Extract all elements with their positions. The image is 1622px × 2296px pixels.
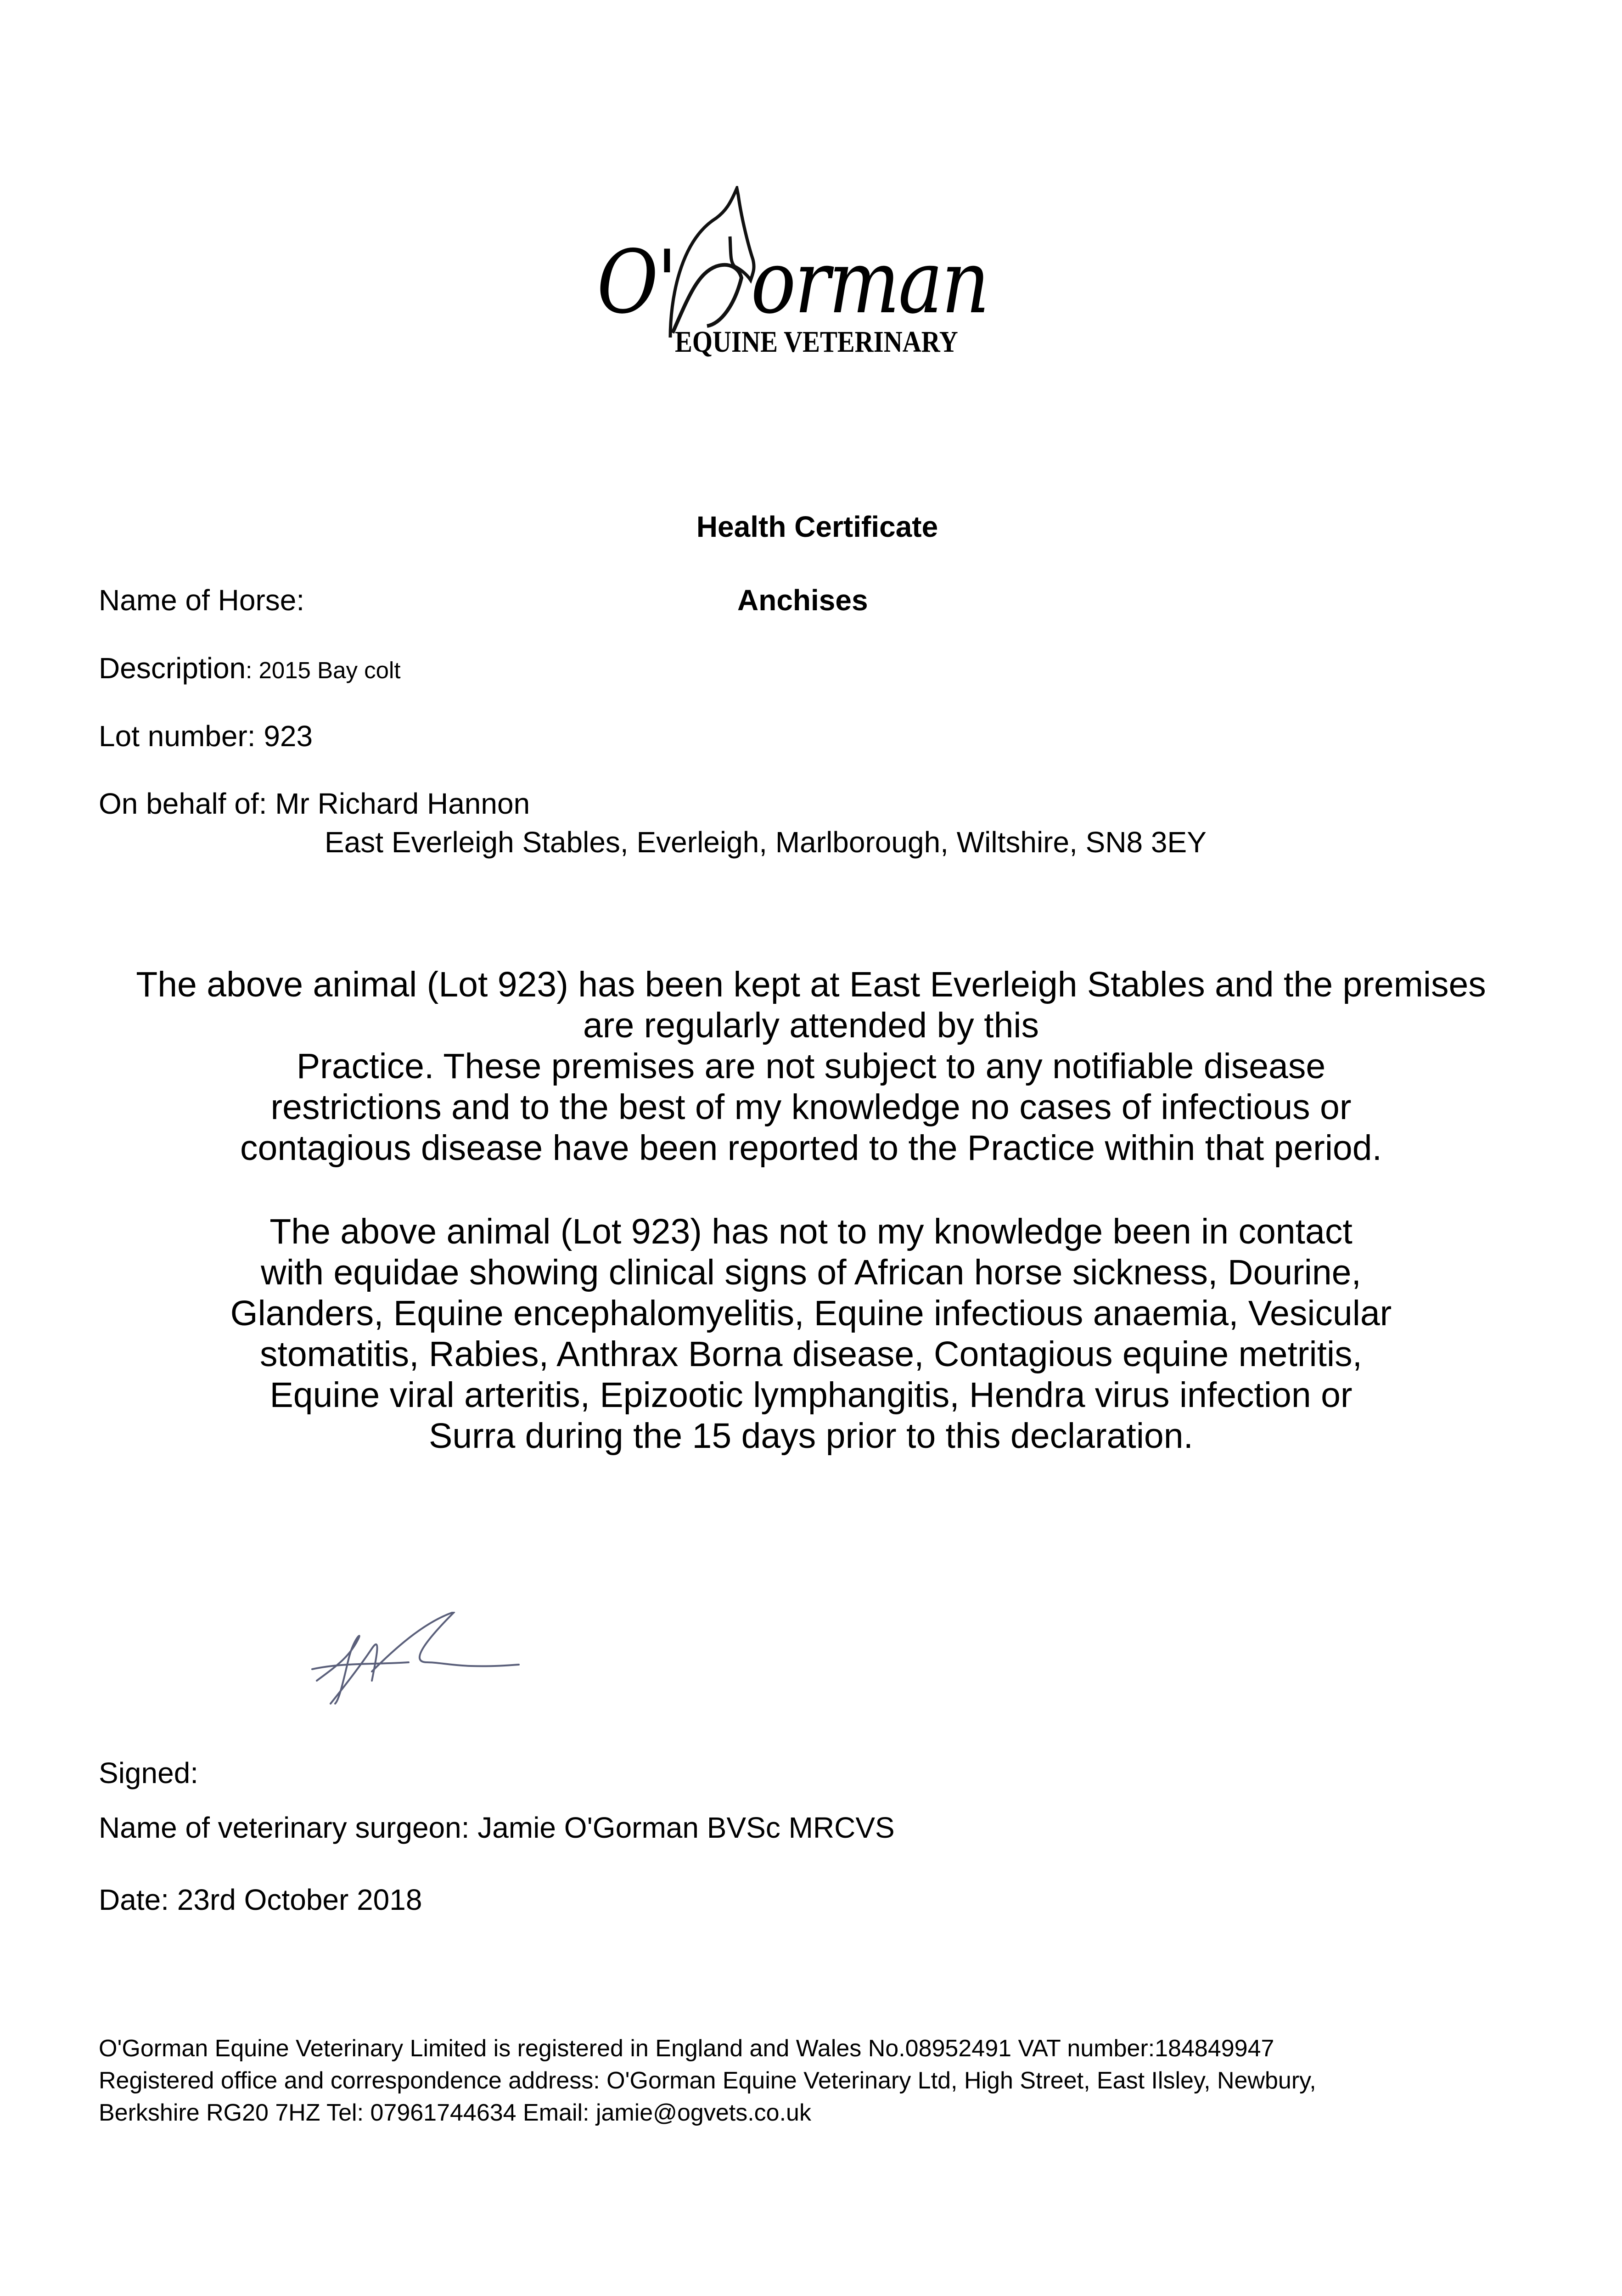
paragraph-line: are regularly attended by this bbox=[583, 1006, 1039, 1045]
handwritten-signature bbox=[308, 1612, 523, 1708]
certificate-date: Date: 23rd October 2018 bbox=[99, 1883, 422, 1916]
description-line bbox=[99, 653, 401, 683]
logo-name-suffix: orman bbox=[751, 231, 988, 333]
veterinary-surgeon-name: Name of veterinary surgeon: Jamie O'Gorman BVSc MRCVS bbox=[99, 1811, 895, 1844]
logo-name-prefix: O' bbox=[597, 231, 676, 333]
paragraph-line: with equidae showing clinical signs of African horse sickness, Dourine, bbox=[261, 1253, 1361, 1292]
description-label: Description bbox=[99, 652, 246, 685]
footer-line: Registered office and correspondence address: O'Gorman Equine Veterinary Ltd, High Street, East Ilsley, Newbury, bbox=[99, 2067, 1316, 2094]
premises-statement bbox=[0, 964, 1622, 1169]
logo-subtitle: EQUINE VETERINARY bbox=[675, 325, 958, 359]
lot-number: Lot number: 923 bbox=[99, 720, 313, 753]
logo-name bbox=[597, 231, 988, 333]
page-title: Health Certificate bbox=[696, 510, 938, 543]
owner-address: East Everleigh Stables, Everleigh, Marlborough, Wiltshire, SN8 3EY bbox=[325, 826, 1207, 859]
horse-head-icon bbox=[661, 186, 780, 342]
footer-line: Berkshire RG20 7HZ Tel: 07961744634 Email: jamie@ogvets.co.uk bbox=[99, 2099, 811, 2126]
paragraph-line: The above animal (Lot 923) has been kept at East Everleigh Stables and the premises bbox=[136, 965, 1486, 1004]
disease-contact-statement bbox=[0, 1211, 1622, 1457]
footer bbox=[99, 2032, 1316, 2129]
paragraph-line: Practice. These premises are not subject to any notifiable disease bbox=[296, 1047, 1326, 1086]
signed-label: Signed: bbox=[99, 1756, 199, 1790]
paragraph-line: restrictions and to the best of my knowledge no cases of infectious or bbox=[270, 1087, 1352, 1127]
on-behalf-of: On behalf of: Mr Richard Hannon bbox=[99, 787, 530, 820]
horse-name-label: Name of Horse: bbox=[99, 584, 305, 617]
paragraph-line: The above animal (Lot 923) has not to my knowledge been in contact bbox=[269, 1212, 1353, 1251]
paragraph-line: Glanders, Equine encephalomyelitis, Equine infectious anaemia, Vesicular bbox=[230, 1294, 1392, 1333]
description-value: : 2015 Bay colt bbox=[246, 657, 401, 683]
paragraph-line: Equine viral arteritis, Epizootic lymphangitis, Hendra virus infection or bbox=[269, 1375, 1353, 1415]
paragraph-line: Surra during the 15 days prior to this declaration. bbox=[429, 1416, 1193, 1456]
horse-name-value: Anchises bbox=[737, 584, 868, 617]
paragraph-line: contagious disease have been reported to the Practice within that period. bbox=[240, 1128, 1382, 1168]
footer-line: O'Gorman Equine Veterinary Limited is registered in England and Wales No.08952491 VAT number:184849947 bbox=[99, 2035, 1274, 2062]
paragraph-line: stomatitis, Rabies, Anthrax Borna disease, Contagious equine metritis, bbox=[259, 1334, 1363, 1374]
